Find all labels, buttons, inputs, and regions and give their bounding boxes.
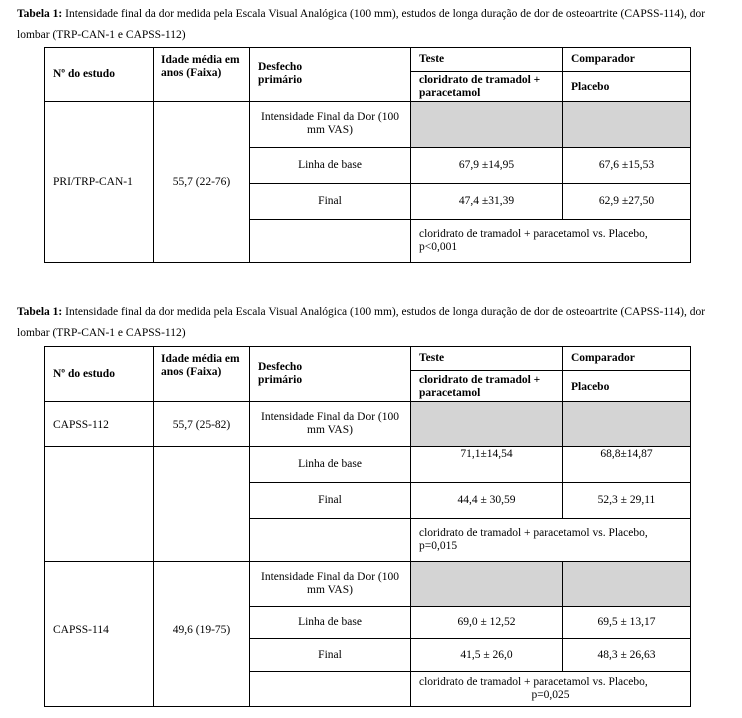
header-test-drug-cell — [410, 370, 563, 402]
baseline-label: Linha de base — [298, 159, 362, 171]
outcome-title-cell — [249, 561, 411, 607]
caption-text: Intensidade final da dor medida pela Escala Visual Analógica (100 mm), estudos de longa duração de dor de osteoartrite (CAPSS-114), dor lombar (TRP-CAN-1 e CAPSS-112) — [17, 8, 706, 41]
header-comparator-cell — [562, 346, 691, 371]
caption-text: Intensidade final da dor medida pela Escala Visual Analógica (100 mm), estudos de longa duração de dor de osteoartrite (CAPSS-114), dor lombar (TRP-CAN-1 e CAPSS-112) — [17, 306, 706, 339]
outcome-title: Intensidade Final da Dor (100 mm VAS) — [261, 411, 399, 436]
outcome-title: Intensidade Final da Dor (100 mm VAS) — [261, 571, 399, 596]
shaded-cell — [410, 561, 563, 607]
empty-cell — [44, 446, 154, 562]
header-age-cell — [153, 346, 250, 402]
final-label: Final — [318, 649, 342, 661]
age-value: 49,6 (19-75) — [172, 624, 231, 636]
comparison-line-1: cloridrato de tramadol + paracetamol vs. Placebo, — [419, 676, 648, 688]
age-cell — [153, 561, 250, 707]
baseline-test: 69,0 ± 12,52 — [457, 616, 516, 628]
header-age: Idade média em anos (Faixa) — [161, 353, 240, 378]
final-label: Final — [318, 195, 342, 207]
final-placebo-cell — [562, 482, 691, 519]
baseline-label: Linha de base — [298, 616, 362, 628]
baseline-label: Linha de base — [298, 458, 362, 470]
header-comparator: Comparador — [571, 352, 635, 364]
shaded-cell — [410, 401, 563, 447]
comparison-text: cloridrato de tramadol + paracetamol vs. Placebo, p=0,015 — [419, 527, 648, 552]
header-placebo: Placebo — [571, 381, 610, 393]
final-test: 47,4 ±31,39 — [458, 195, 515, 207]
empty-cell — [249, 671, 411, 707]
header-study: Nº do estudo — [53, 68, 115, 80]
final-label: Final — [318, 494, 342, 506]
caption-label: Tabela 1: — [17, 306, 63, 318]
header-test: Teste — [419, 53, 445, 65]
baseline-test-cell — [410, 606, 563, 639]
baseline-test: 67,9 ±14,95 — [458, 159, 515, 171]
baseline-placebo: 68,8±14,87 — [600, 448, 653, 460]
study-id: CAPSS-112 — [53, 419, 109, 431]
final-test-cell — [410, 638, 563, 672]
baseline-placebo-cell — [562, 606, 691, 639]
baseline-label-cell — [249, 446, 411, 483]
header-outcome: Desfecho primário — [258, 61, 303, 86]
final-test: 44,4 ± 30,59 — [457, 494, 516, 506]
header-test-drug: cloridrato de tramadol + paracetamol — [419, 74, 541, 99]
baseline-test: 71,1±14,54 — [460, 448, 513, 460]
age-value: 55,7 (25-82) — [172, 419, 231, 431]
baseline-placebo: 69,5 ± 13,17 — [597, 616, 656, 628]
header-test-cell — [410, 346, 563, 371]
comparison-line-2: p=0,025 — [531, 689, 570, 701]
header-outcome: Desfecho primário — [258, 361, 303, 386]
header-test: Teste — [419, 352, 445, 364]
header-study-cell — [44, 346, 154, 402]
shaded-cell — [562, 561, 691, 607]
final-placebo-cell — [562, 638, 691, 672]
header-placebo-cell — [562, 370, 691, 402]
final-label-cell — [249, 482, 411, 519]
header-age: Idade média em anos (Faixa) — [161, 54, 240, 79]
baseline-placebo-cell — [562, 446, 691, 483]
age-cell — [153, 401, 250, 447]
final-test: 41,5 ± 26,0 — [460, 649, 513, 661]
header-outcome-cell — [249, 346, 411, 402]
baseline-test-cell — [410, 446, 563, 483]
study-cell — [44, 561, 154, 707]
header-placebo: Placebo — [571, 81, 610, 93]
baseline-label-cell — [249, 606, 411, 639]
final-label-cell — [249, 638, 411, 672]
age-value: 55,7 (22-76) — [172, 176, 231, 188]
header-comparator: Comparador — [571, 53, 635, 65]
outcome-title-cell — [249, 401, 411, 447]
comparison-cell — [410, 518, 691, 562]
header-study: Nº do estudo — [53, 368, 115, 380]
shaded-cell — [562, 401, 691, 447]
empty-cell — [153, 446, 250, 562]
final-test-cell — [410, 482, 563, 519]
final-placebo: 48,3 ± 26,63 — [597, 649, 656, 661]
baseline-placebo: 67,6 ±15,53 — [598, 159, 655, 171]
caption-label: Tabela 1: — [17, 8, 63, 20]
empty-cell — [249, 518, 411, 562]
header-test-drug: cloridrato de tramadol + paracetamol — [419, 374, 541, 399]
study-cell — [44, 401, 154, 447]
study-id: CAPSS-114 — [53, 624, 109, 636]
outcome-title: Intensidade Final da Dor (100 mm VAS) — [261, 111, 399, 136]
final-placebo: 52,3 ± 29,11 — [597, 494, 656, 506]
study-id: PRI/TRP-CAN-1 — [53, 176, 133, 188]
final-placebo: 62,9 ±27,50 — [598, 195, 655, 207]
comparison-text: cloridrato de tramadol + paracetamol vs. Placebo, p<0,001 — [419, 228, 648, 253]
comparison-cell — [410, 671, 691, 707]
